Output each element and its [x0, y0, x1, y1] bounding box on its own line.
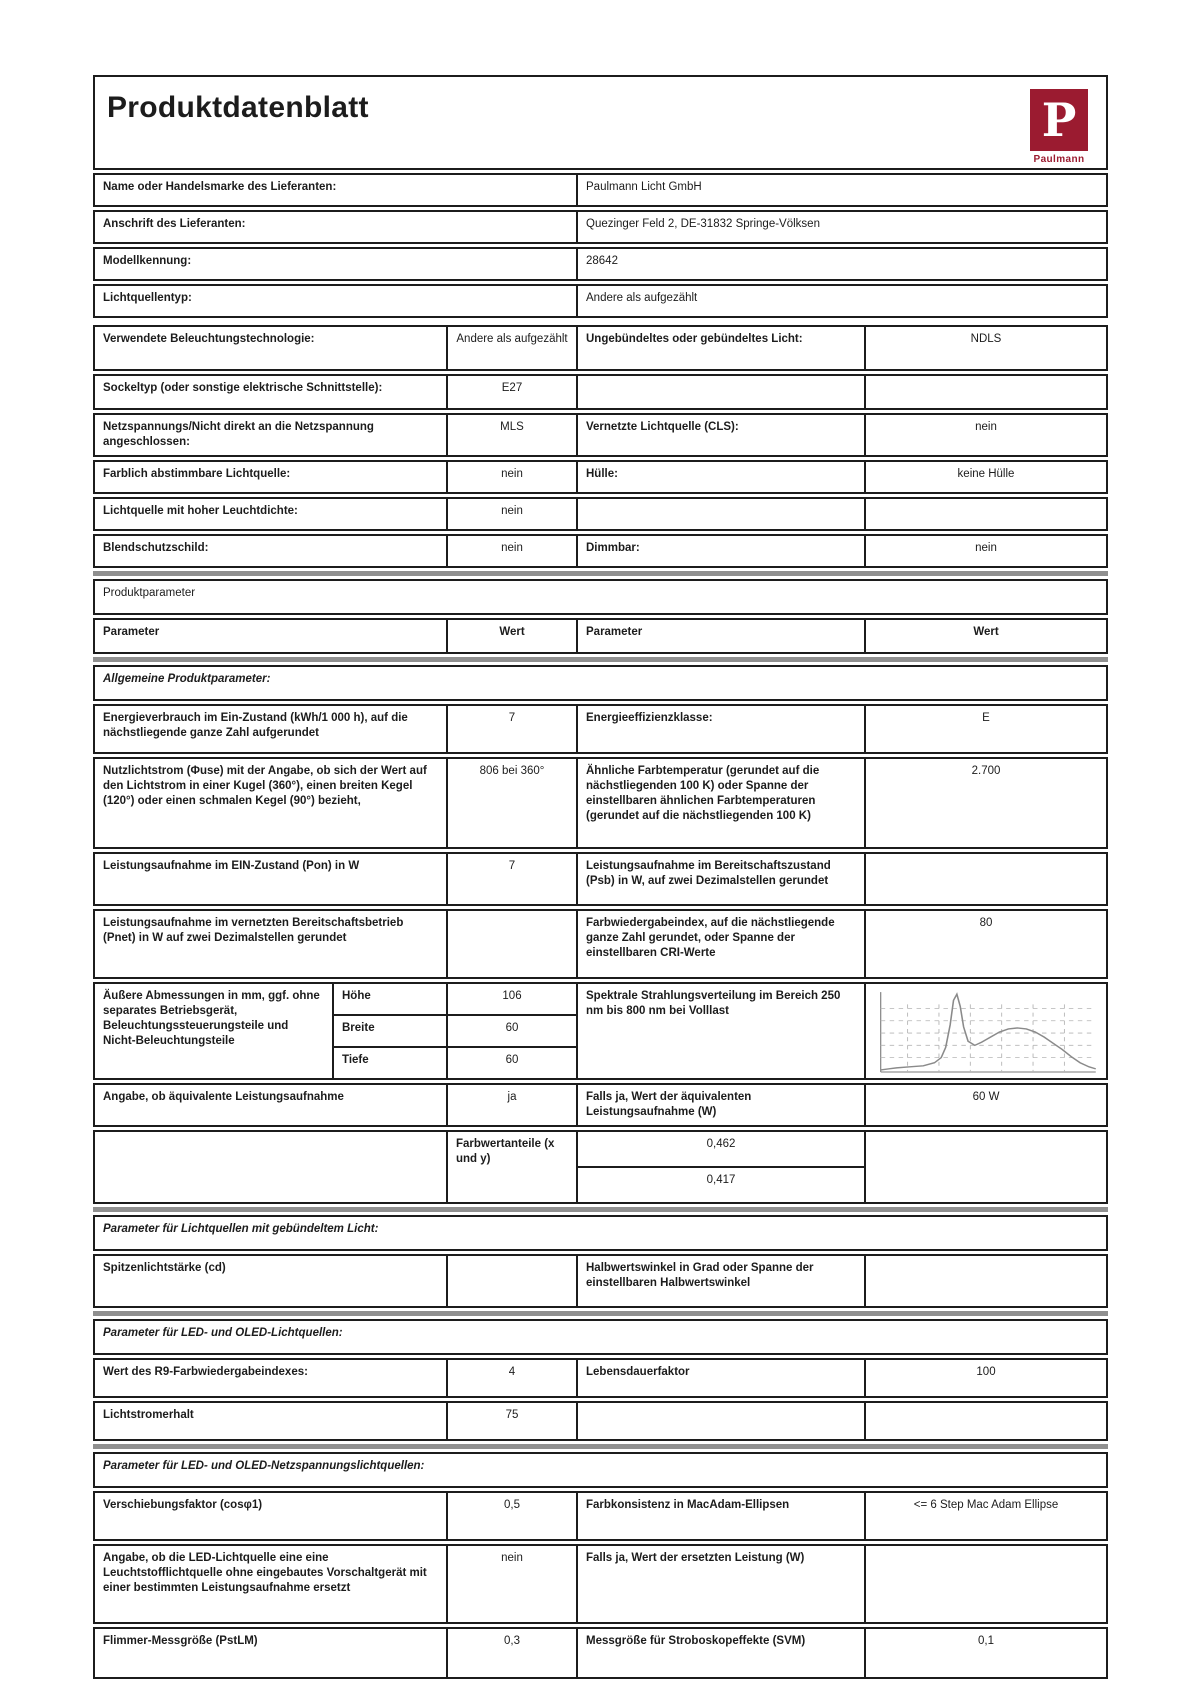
row-value: nein: [446, 462, 576, 492]
paulmann-logo-icon: P: [1030, 89, 1088, 151]
chromaticity-values: [576, 1132, 864, 1202]
row-value: 7: [446, 706, 576, 752]
row-label: Angabe, ob die LED-Lichtquelle eine eine Leuchtstofflichtquelle ohne eingebautes Vorschaltgerät mit einer bestimmten Leistungsaufnahme ersetzt: [103, 1551, 427, 1594]
row-value: keine Hülle: [864, 462, 1106, 492]
dimensions-row: [93, 982, 1108, 1080]
table-row: [93, 497, 1108, 531]
section-title: Parameter für LED- und OLED-Lichtquellen:: [103, 1326, 343, 1339]
section-title: Produktparameter: [103, 586, 196, 599]
table-row: [93, 1254, 1108, 1308]
section-title: Parameter für Lichtquellen mit gebündeltem Licht:: [103, 1222, 379, 1235]
row-label: Halbwertswinkel in Grad oder Spanne der einstellbaren Halbwertswinkel: [576, 1256, 864, 1306]
row-value: 100: [864, 1360, 1106, 1396]
row-value: 60 W: [864, 1085, 1106, 1125]
table-row: [93, 1627, 1108, 1679]
table-row: [93, 1358, 1108, 1398]
row-value: E: [864, 706, 1106, 752]
dimension-values: [446, 984, 576, 1078]
row-value: [864, 499, 1106, 529]
row-label: Messgröße für Stroboskopeffekte (SVM): [576, 1629, 864, 1677]
dimension-names: [332, 984, 446, 1078]
empty-cell: [864, 1132, 1106, 1202]
section-heading: [93, 665, 1108, 701]
row-value: MLS: [446, 415, 576, 455]
section-divider: [93, 1444, 1108, 1449]
paulmann-logo: [1028, 89, 1090, 165]
column-header: Parameter: [576, 620, 864, 652]
row-value: nein: [446, 499, 576, 529]
row-value: [864, 1403, 1106, 1439]
row-label: Farbwiedergabeindex, auf die nächstliegende ganze Zahl gerundet, oder Spanne der einstellbaren CRI-Werte: [576, 911, 864, 977]
row-value: [864, 1546, 1106, 1622]
dimension-name: Höhe: [342, 989, 371, 1002]
row-value: [864, 854, 1106, 904]
table-row: [93, 284, 1108, 318]
row-value: [446, 911, 576, 977]
row-value: E27: [446, 376, 576, 408]
row-label: Hülle:: [576, 462, 864, 492]
title-block: [93, 75, 1108, 170]
row-value: nein: [864, 415, 1106, 455]
chromaticity-x: 0,462: [706, 1137, 736, 1150]
row-label: Netzspannungs/Nicht direkt an die Netzspannung angeschlossen:: [103, 421, 374, 448]
row-value: 0,5: [446, 1493, 576, 1539]
row-value: 7: [446, 854, 576, 904]
row-label: Sockeltyp (oder sonstige elektrische Schnittstelle):: [103, 382, 383, 394]
row-value: <= 6 Step Mac Adam Ellipse: [864, 1493, 1106, 1539]
section-heading: [93, 1215, 1108, 1251]
section-divider: [93, 1311, 1108, 1316]
row-value: 75: [446, 1403, 576, 1439]
row-value: nein: [446, 536, 576, 566]
table-header-row: [93, 618, 1108, 654]
row-value: nein: [446, 1546, 576, 1622]
row-label: Anschrift des Lieferanten:: [103, 218, 246, 230]
row-label: Verwendete Beleuchtungstechnologie:: [103, 333, 315, 345]
row-value: [446, 1256, 576, 1306]
section-heading: [93, 1319, 1108, 1355]
row-label: Lebensdauerfaktor: [576, 1360, 864, 1396]
table-row: [93, 1401, 1108, 1441]
table-row: [93, 1083, 1108, 1127]
table-row: [93, 909, 1108, 979]
table-row: [93, 210, 1108, 244]
row-value: NDLS: [864, 327, 1106, 369]
row-value: 2.700: [864, 759, 1106, 847]
row-label: Energieverbrauch im Ein-Zustand (kWh/1 000 h), auf die nächstliegende ganze Zahl aufgerundet: [103, 711, 408, 739]
table-row: [93, 1491, 1108, 1541]
row-label: Spektrale Strahlungsverteilung im Bereich 250 nm bis 800 nm bei Volllast: [576, 984, 864, 1078]
row-value: Andere als aufgezählt: [576, 286, 1106, 316]
paulmann-brand-label: Paulmann: [1033, 154, 1085, 165]
row-value: 28642: [576, 249, 1106, 279]
row-label: Farblich abstimmbare Lichtquelle:: [103, 467, 291, 480]
row-value: 80: [864, 911, 1106, 977]
row-label: Modellkennung:: [103, 255, 192, 267]
product-datasheet: [93, 75, 1108, 1682]
row-label: Spitzenlichtstärke (cd): [103, 1261, 226, 1274]
product-params-heading: [93, 579, 1108, 615]
table-row: [93, 757, 1108, 849]
row-value: Andere als aufgezählt: [446, 327, 576, 369]
table-row: [93, 704, 1108, 754]
dimension-value: 106: [502, 989, 522, 1002]
row-label: Farbkonsistenz in MacAdam-Ellipsen: [576, 1493, 864, 1539]
table-row: [93, 1544, 1108, 1624]
chromaticity-row: [93, 1130, 1108, 1204]
row-label: Ungebündeltes oder gebündeltes Licht:: [576, 327, 864, 369]
section-heading: [93, 1452, 1108, 1488]
row-label: Leistungsaufnahme im Bereitschaftszustand (Psb) in W, auf zwei Dezimalstellen gerundet: [576, 854, 864, 904]
row-label: Angabe, ob äquivalente Leistungsaufnahme: [103, 1090, 344, 1103]
row-label: Leistungsaufnahme im EIN-Zustand (Pon) in W: [103, 859, 360, 872]
spectrum-curve: [881, 994, 1096, 1070]
section-title: Allgemeine Produktparameter:: [103, 672, 271, 685]
spectral-distribution-chart: [864, 984, 1106, 1078]
row-value: 0,1: [864, 1629, 1106, 1677]
row-label: Falls ja, Wert der ersetzten Leistung (W): [576, 1546, 864, 1622]
row-label: [576, 499, 864, 529]
row-label: Wert des R9-Farbwiedergabeindexes:: [103, 1365, 308, 1378]
row-label: Leistungsaufnahme im vernetzten Bereitschaftsbetrieb (Pnet) in W auf zwei Dezimalstellen gerundet: [103, 916, 404, 944]
row-label: Name oder Handelsmarke des Lieferanten:: [103, 181, 337, 193]
row-label: Lichtquellentyp:: [103, 292, 192, 304]
section-divider: [93, 571, 1108, 576]
row-value: 4: [446, 1360, 576, 1396]
row-value: 0,3: [446, 1629, 576, 1677]
page-title: Produktdatenblatt: [107, 91, 369, 124]
empty-cell: [95, 1132, 446, 1202]
row-value: ja: [446, 1085, 576, 1125]
row-value: [864, 1256, 1106, 1306]
table-row: [93, 173, 1108, 207]
table-row: [93, 374, 1108, 410]
row-label: Vernetzte Lichtquelle (CLS):: [576, 415, 864, 455]
row-value: Quezinger Feld 2, DE-31832 Springe-Völksen: [576, 212, 1106, 242]
dimension-name: Breite: [334, 1014, 446, 1046]
dimension-value: 60: [448, 1014, 576, 1046]
table-row: [93, 247, 1108, 281]
row-label: Äußere Abmessungen in mm, ggf. ohne separates Betriebsgerät, Beleuchtungssteuerungsteile und Nicht-Beleuchtungsteile: [103, 989, 320, 1047]
row-label: Lichtstromerhalt: [103, 1408, 194, 1421]
row-value: Paulmann Licht GmbH: [576, 175, 1106, 205]
row-label: Nutzlichtstrom (Φuse) mit der Angabe, ob sich der Wert auf den Lichtstrom in einer Kugel (360°), einen breiten Kegel (120°) oder einen schmalen Kegel (90°) bezieht,: [103, 764, 427, 807]
row-label: Flimmer-Messgröße (PstLM): [103, 1634, 258, 1647]
column-header: Parameter: [103, 625, 160, 638]
row-label: Verschiebungsfaktor (cosφ1): [103, 1498, 263, 1511]
row-label: [576, 1403, 864, 1439]
chromaticity-y: 0,417: [578, 1166, 864, 1202]
section-title: Parameter für LED- und OLED-Netzspannungslichtquellen:: [103, 1459, 425, 1472]
row-label: Ähnliche Farbtemperatur (gerundet auf die nächstliegenden 100 K) oder Spanne der einstellbaren ähnlichen Farbtemperaturen (gerundet auf die nächstliegenden 100 K): [576, 759, 864, 847]
row-value: nein: [864, 536, 1106, 566]
table-row: [93, 460, 1108, 494]
section-divider: [93, 1207, 1108, 1212]
table-row: [93, 325, 1108, 371]
row-label: Lichtquelle mit hoher Leuchtdichte:: [103, 504, 298, 517]
dimension-value: 60: [448, 1046, 576, 1078]
row-value: [864, 376, 1106, 408]
row-label: Energieeffizienzklasse:: [576, 706, 864, 752]
table-row: [93, 413, 1108, 457]
section-divider: [93, 657, 1108, 662]
row-label: Dimmbar:: [576, 536, 864, 566]
column-header: Wert: [446, 620, 576, 652]
column-header: Wert: [864, 620, 1106, 652]
row-value: 806 bei 360°: [446, 759, 576, 847]
row-label: Farbwertanteile (x und y): [446, 1132, 576, 1202]
dimension-name: Tiefe: [334, 1046, 446, 1078]
row-label: Falls ja, Wert der äquivalenten Leistungsaufnahme (W): [576, 1085, 864, 1125]
row-label: Blendschutzschild:: [103, 541, 209, 554]
table-row: [93, 852, 1108, 906]
row-label: [576, 376, 864, 408]
table-row: [93, 534, 1108, 568]
